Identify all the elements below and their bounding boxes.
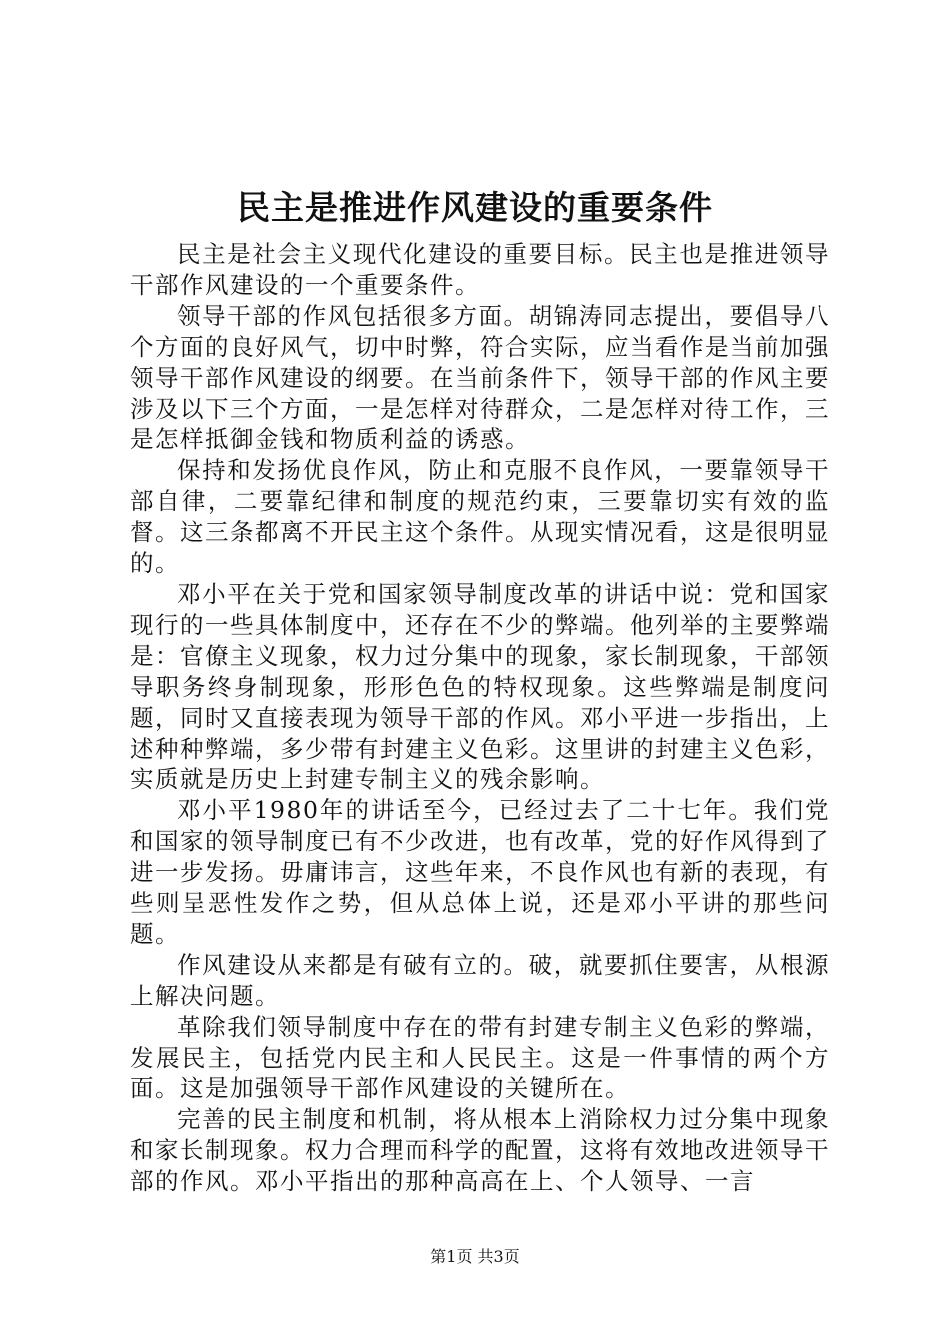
paragraph-1: 民主是社会主义现代化建设的重要目标。民主也是推进领导干部作风建设的一个重要条件。	[130, 240, 830, 299]
document-body	[130, 239, 830, 1197]
paragraph-6: 作风建设从来都是有破有立的。破，就要抓住要害，从根源上解决问题。	[130, 950, 830, 1010]
paragraph-2: 领导干部的作风包括很多方面。胡锦涛同志提出，要倡导八个方面的良好风气，切中时弊，符合实际，应当看作是当前加强领导干部作风建设的纲要。在当前条件下，领导干部的作风主要涉及以下三个方面，一是怎样对待群众，二是怎样对待工作，三是怎样抵御金钱和物质利益的诱惑。	[130, 301, 830, 454]
paragraph-4: 邓小平在关于党和国家领导制度改革的讲话中说：党和国家现行的一些具体制度中，还存在不少的弊端。他列举的主要弊端是：官僚主义现象，权力过分集中的现象，家长制现象，干部领导职务终身制现象，形形色色的特权现象。这些弊端是制度问题，同时又直接表现为领导干部的作风。邓小平进一步指出，上述种种弊端，多少带有封建主义色彩。这里讲的封建主义色彩，实质就是历史上封建专制主义的残余影响。	[130, 579, 830, 794]
paragraph-3: 保持和发扬优良作风，防止和克服不良作风，一要靠领导干部自律，二要靠纪律和制度的规范约束，三要靠切实有效的监督。这三条都离不开民主这个条件。从现实情况看，这是很明显的。	[130, 456, 830, 578]
document-title: 民主是推进作风建设的重要条件	[237, 188, 713, 227]
paragraph-5: 邓小平1980年的讲话至今，已经过去了二十七年。我们党和国家的领导制度已有不少改进，也有改革，党的好作风得到了进一步发扬。毋庸讳言，这些年来，不良作风也有新的表现，有些则呈恶性发作之势，但从总体上说，还是邓小平讲的那些问题。	[130, 796, 830, 948]
paragraph-7: 革除我们领导制度中存在的带有封建专制主义色彩的弊端，发展民主，包括党内民主和人民民主。这是一件事情的两个方面。这是加强领导干部作风建设的关键所在。	[130, 1012, 830, 1103]
paragraph-8: 完善的民主制度和机制，将从根本上消除权力过分集中现象和家长制现象。权力合理而科学的配置，这将有效地改进领导干部的作风。邓小平指出的那种高高在上、个人领导、一言	[130, 1105, 830, 1196]
page-indicator: 第1页 共3页	[430, 1247, 520, 1266]
